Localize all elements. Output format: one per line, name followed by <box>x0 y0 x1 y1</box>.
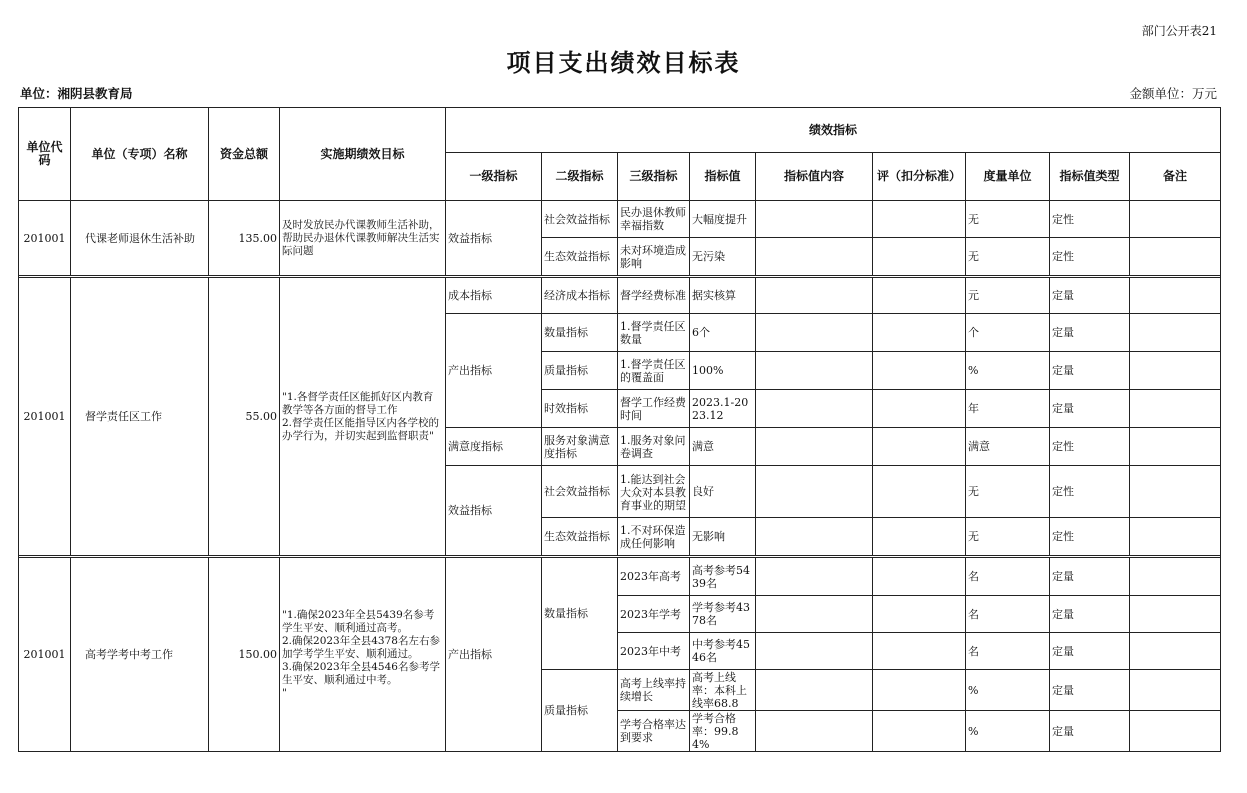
indicator-value: 6个 <box>690 314 756 352</box>
indicator-content <box>756 352 873 390</box>
value-type: 定量 <box>1050 596 1130 633</box>
measure-unit: % <box>966 352 1050 390</box>
indicator-value: 高考上线率：本科上线率68.8 <box>690 670 756 711</box>
measure-unit: 满意 <box>966 428 1050 466</box>
value-type: 定量 <box>1050 352 1130 390</box>
indicator-level2: 时效指标 <box>542 390 618 428</box>
indicator-level3: 1.服务对象问卷调查 <box>618 428 690 466</box>
value-type: 定性 <box>1050 518 1130 556</box>
indicator-level2: 生态效益指标 <box>542 238 618 276</box>
col-header-note: 备注 <box>1130 153 1221 201</box>
col-header-perf: 绩效指标 <box>446 108 1221 153</box>
indicator-content <box>756 314 873 352</box>
indicator-level3: 2023年高考 <box>618 558 690 596</box>
indicator-level2: 生态效益指标 <box>542 518 618 556</box>
performance-goal: "1.确保2023年全县5439名参考学生平安、顺利通过高考。 2.确保2023年全县4378名左右参加学考学生平安、顺利通过。 3.确保2023年全县4546名参考学生平安、顺利通过中考。 " <box>280 558 446 752</box>
indicator-level3: 1.督学责任区的覆盖面 <box>618 352 690 390</box>
score-standard <box>873 390 966 428</box>
indicator-level3: 1.能达到社会大众对本县教育事业的期望 <box>618 466 690 518</box>
indicator-value: 2023.1-2023.12 <box>690 390 756 428</box>
measure-unit: 个 <box>966 314 1050 352</box>
indicator-content <box>756 711 873 752</box>
unit-code: 201001 <box>19 201 71 276</box>
measure-unit: 无 <box>966 518 1050 556</box>
indicator-level3: 督学经费标准 <box>618 278 690 314</box>
measure-unit: 名 <box>966 633 1050 670</box>
col-header-name: 单位（专项）名称 <box>71 108 209 201</box>
col-header-value: 指标值 <box>690 153 756 201</box>
value-type: 定性 <box>1050 201 1130 238</box>
table-row <box>19 278 1221 314</box>
indicator-content <box>756 670 873 711</box>
indicator-content <box>756 278 873 314</box>
indicator-value: 大幅度提升 <box>690 201 756 238</box>
col-header-l3: 三级指标 <box>618 153 690 201</box>
indicator-level1: 成本指标 <box>446 278 542 314</box>
score-standard <box>873 352 966 390</box>
score-standard <box>873 466 966 518</box>
indicator-level2: 数量指标 <box>542 314 618 352</box>
indicator-level2: 数量指标 <box>542 558 618 670</box>
indicator-content <box>756 558 873 596</box>
col-header-measure: 度量单位 <box>966 153 1050 201</box>
indicator-level2: 社会效益指标 <box>542 201 618 238</box>
score-standard <box>873 238 966 276</box>
measure-unit: % <box>966 711 1050 752</box>
measure-unit: % <box>966 670 1050 711</box>
indicator-value: 无污染 <box>690 238 756 276</box>
col-header-l1: 一级指标 <box>446 153 542 201</box>
indicator-content <box>756 390 873 428</box>
score-standard <box>873 596 966 633</box>
indicator-level3: 2023年中考 <box>618 633 690 670</box>
remarks <box>1130 238 1221 276</box>
value-type: 定量 <box>1050 558 1130 596</box>
col-header-code: 单位代码 <box>19 108 71 201</box>
col-header-content: 指标值内容 <box>756 153 873 201</box>
indicator-content <box>756 428 873 466</box>
indicator-value: 中考参考4546名 <box>690 633 756 670</box>
indicator-level2: 社会效益指标 <box>542 466 618 518</box>
measure-unit: 名 <box>966 558 1050 596</box>
project-name: 代课老师退休生活补助 <box>71 201 209 276</box>
score-standard <box>873 711 966 752</box>
indicator-level3: 民办退休教师幸福指数 <box>618 201 690 238</box>
remarks <box>1130 558 1221 596</box>
remarks <box>1130 466 1221 518</box>
score-standard <box>873 670 966 711</box>
remarks <box>1130 633 1221 670</box>
measure-unit: 无 <box>966 238 1050 276</box>
indicator-level1: 效益指标 <box>446 466 542 556</box>
performance-goal: "1.各督学责任区能抓好区内教育教学等各方面的督导工作 2.督学责任区能指导区内各学校的办学行为，并切实起到监督职责" <box>280 278 446 556</box>
indicator-level2: 服务对象满意度指标 <box>542 428 618 466</box>
table-row <box>19 201 1221 238</box>
project-name: 高考学考中考工作 <box>71 558 209 752</box>
measure-unit: 年 <box>966 390 1050 428</box>
indicator-content <box>756 238 873 276</box>
indicator-level1: 满意度指标 <box>446 428 542 466</box>
indicator-level1: 效益指标 <box>446 201 542 276</box>
indicator-value: 据实核算 <box>690 278 756 314</box>
table-row <box>19 558 1221 596</box>
remarks <box>1130 711 1221 752</box>
measure-unit: 无 <box>966 201 1050 238</box>
indicator-level3: 1.不对环保造成任何影响 <box>618 518 690 556</box>
indicator-content <box>756 466 873 518</box>
indicator-value: 学考参考4378名 <box>690 596 756 633</box>
col-header-score: 评（扣分标准） <box>873 153 966 201</box>
indicator-value: 满意 <box>690 428 756 466</box>
unit-code: 201001 <box>19 278 71 556</box>
fund-total: 135.00 <box>209 201 280 276</box>
remarks <box>1130 352 1221 390</box>
col-header-l2: 二级指标 <box>542 153 618 201</box>
remarks <box>1130 201 1221 238</box>
score-standard <box>873 278 966 314</box>
indicator-level3: 未对环境造成影响 <box>618 238 690 276</box>
measure-unit: 元 <box>966 278 1050 314</box>
project-name: 督学责任区工作 <box>71 278 209 556</box>
form-number: 部门公开表21 <box>1141 24 1217 38</box>
score-standard <box>873 633 966 670</box>
remarks <box>1130 670 1221 711</box>
col-header-total: 资金总额 <box>209 108 280 201</box>
value-type: 定性 <box>1050 428 1130 466</box>
indicator-level3: 督学工作经费时间 <box>618 390 690 428</box>
value-type: 定量 <box>1050 633 1130 670</box>
performance-table <box>18 107 1221 752</box>
measure-unit: 名 <box>966 596 1050 633</box>
measure-unit: 无 <box>966 466 1050 518</box>
score-standard <box>873 428 966 466</box>
fund-total: 150.00 <box>209 558 280 752</box>
indicator-level2: 经济成本指标 <box>542 278 618 314</box>
remarks <box>1130 314 1221 352</box>
indicator-level3: 1.督学责任区数量 <box>618 314 690 352</box>
indicator-content <box>756 596 873 633</box>
indicator-value: 无影响 <box>690 518 756 556</box>
value-type: 定量 <box>1050 390 1130 428</box>
amount-unit-label: 金额单位：万元 <box>1129 86 1217 101</box>
value-type: 定量 <box>1050 314 1130 352</box>
table-body <box>19 201 1221 752</box>
indicator-level3: 2023年学考 <box>618 596 690 633</box>
indicator-level3: 高考上线率持续增长 <box>618 670 690 711</box>
remarks <box>1130 518 1221 556</box>
remarks <box>1130 428 1221 466</box>
value-type: 定量 <box>1050 711 1130 752</box>
value-type: 定性 <box>1050 238 1130 276</box>
performance-goal: 及时发放民办代课教师生活补助，帮助民办退休代课教师解决生活实际问题 <box>280 201 446 276</box>
value-type: 定量 <box>1050 670 1130 711</box>
indicator-value: 良好 <box>690 466 756 518</box>
indicator-content <box>756 518 873 556</box>
score-standard <box>873 558 966 596</box>
remarks <box>1130 596 1221 633</box>
remarks <box>1130 390 1221 428</box>
value-type: 定量 <box>1050 278 1130 314</box>
score-standard <box>873 201 966 238</box>
indicator-value: 100% <box>690 352 756 390</box>
col-header-goal: 实施期绩效目标 <box>280 108 446 201</box>
indicator-value: 学考合格率：99.84% <box>690 711 756 752</box>
remarks <box>1130 278 1221 314</box>
page-title: 项目支出绩效目标表 <box>506 49 741 77</box>
indicator-level1: 产出指标 <box>446 558 542 752</box>
unit-label: 单位：湘阴县教育局 <box>20 86 133 101</box>
indicator-content <box>756 201 873 238</box>
score-standard <box>873 314 966 352</box>
indicator-level3: 学考合格率达到要求 <box>618 711 690 752</box>
indicator-level2: 质量指标 <box>542 670 618 752</box>
indicator-level1: 产出指标 <box>446 314 542 428</box>
value-type: 定性 <box>1050 466 1130 518</box>
indicator-level2: 质量指标 <box>542 352 618 390</box>
fund-total: 55.00 <box>209 278 280 556</box>
unit-code: 201001 <box>19 558 71 752</box>
score-standard <box>873 518 966 556</box>
col-header-type: 指标值类型 <box>1050 153 1130 201</box>
indicator-value: 高考参考5439名 <box>690 558 756 596</box>
indicator-content <box>756 633 873 670</box>
